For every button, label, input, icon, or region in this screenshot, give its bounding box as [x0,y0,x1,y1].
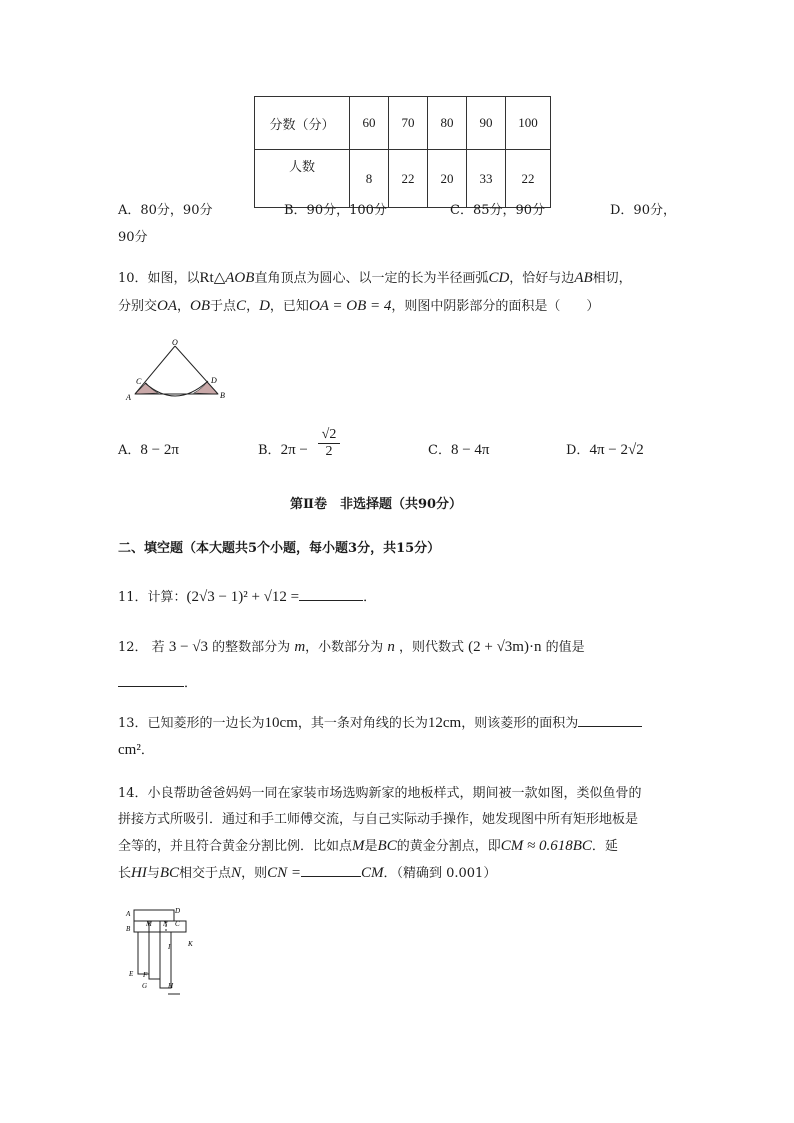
q10-line2: 分别交OA，OB于点C，D，已知OA = OB = 4，则图中阴影部分的面积是（ ） [118,298,600,314]
label-d: D [175,907,181,915]
q14-line2: 拼接方式所吸引．通过和手工师傅交流，与自己实际动手操作，她发现图中所有矩形地板是 [118,812,639,827]
q10-line1: 10．如图，以Rt△AOB直角顶点为圆心、以一定的长为半径画弧CD，恰好与边AB相切， [118,270,632,286]
q14-line3: 全等的，并且符合黄金分割比例．比如点M是BC的黄金分割点，即CM ≈ 0.618BC．延 [118,838,618,854]
label-c: C [175,920,180,928]
q11: 11．计算：(2√3 − 1)² + √12 = ． [118,586,376,608]
label-b: B [126,925,131,933]
answer-blank[interactable] [301,862,361,877]
label-c: C [136,377,142,386]
table-cell: 20 [428,150,467,208]
q10-option-c: C．8 − 4π [428,442,490,458]
q13-unit: cm²． [118,742,154,758]
table-header-cell: 分数（分） [255,97,350,150]
floor-rect-mid [149,921,160,979]
fraction-denominator: 2 [325,444,333,459]
segment-oa [135,346,175,394]
q14-line1: 14．小良帮助爸爸妈妈一同在家装市场选购新家的地板样式，期间被一款如图，类似鱼骨的 [118,786,642,801]
q14-figure [122,904,206,998]
q9-option-c: C．85分，90分 [450,203,546,218]
label-o: O [172,338,178,347]
q12-answer: ． [118,672,197,694]
label-d: D [211,376,217,385]
q10-option-d: D．4π − 2√2 [566,442,644,458]
table-header-cell: 80 [428,97,467,150]
floor-rect-top [134,910,174,921]
label-e: E [129,970,134,978]
q10-figure [122,338,232,404]
floor-rect-bottom [160,932,171,988]
label-g: G [142,982,148,990]
table-cell: 22 [389,150,428,208]
label-i: I [168,943,171,951]
table-header-cell: 60 [350,97,389,150]
q9-option-d-wrap: 90分 [118,230,148,245]
q10-option-a: A．8 − 2π [118,442,179,458]
section-heading: 二、填空题（本大题共5个小题，每小题3分，共15分） [118,541,441,556]
table-header-cell: 100 [506,97,551,150]
table-row [255,150,551,208]
label-f: F [143,971,148,979]
q13: 13．已知菱形的一边长为10cm，其一条对角线的长为12cm，则该菱形的面积为 [118,712,642,734]
q9-option-a: A．80分，90分 [118,203,213,218]
label-n: N [163,920,168,928]
q14-line4: 长HI与BC相交于点N，则CN = CM．（精确到 0.001） [118,862,496,884]
q9-option-b: B．90分，100分 [284,203,387,218]
label-h: H [168,982,174,990]
label-m: M [146,920,152,928]
table-cell: 33 [467,150,506,208]
floor-rect-left [138,932,149,974]
table-cell: 22 [506,150,551,208]
fraction-numerator: √2 [318,427,340,444]
table-row-label: 人数 [255,150,350,208]
table-header-cell: 70 [389,97,428,150]
table-header-cell: 90 [467,97,506,150]
q10-option-b-fraction [318,427,340,460]
q10-option-b: B．2π − [258,442,308,458]
q12: 12． 若 3 − √3 的整数部分为 m，小数部分为 n ，则代数式 (2 + √3m)·n 的值是 [118,639,585,655]
section-title: 第Ⅱ卷 非选择题（共90分） [290,497,463,512]
label-k: K [188,940,193,948]
label-a: A [126,910,131,918]
answer-blank[interactable] [578,712,642,727]
table-cell: 8 [350,150,389,208]
label-a: A [126,393,131,402]
answer-blank[interactable] [118,672,184,687]
answer-blank[interactable] [299,586,363,601]
label-b: B [220,391,225,400]
score-table [254,96,551,208]
q9-option-d: D．90分， [610,203,676,218]
table-header-row [255,97,551,150]
segment-ob [175,346,218,394]
